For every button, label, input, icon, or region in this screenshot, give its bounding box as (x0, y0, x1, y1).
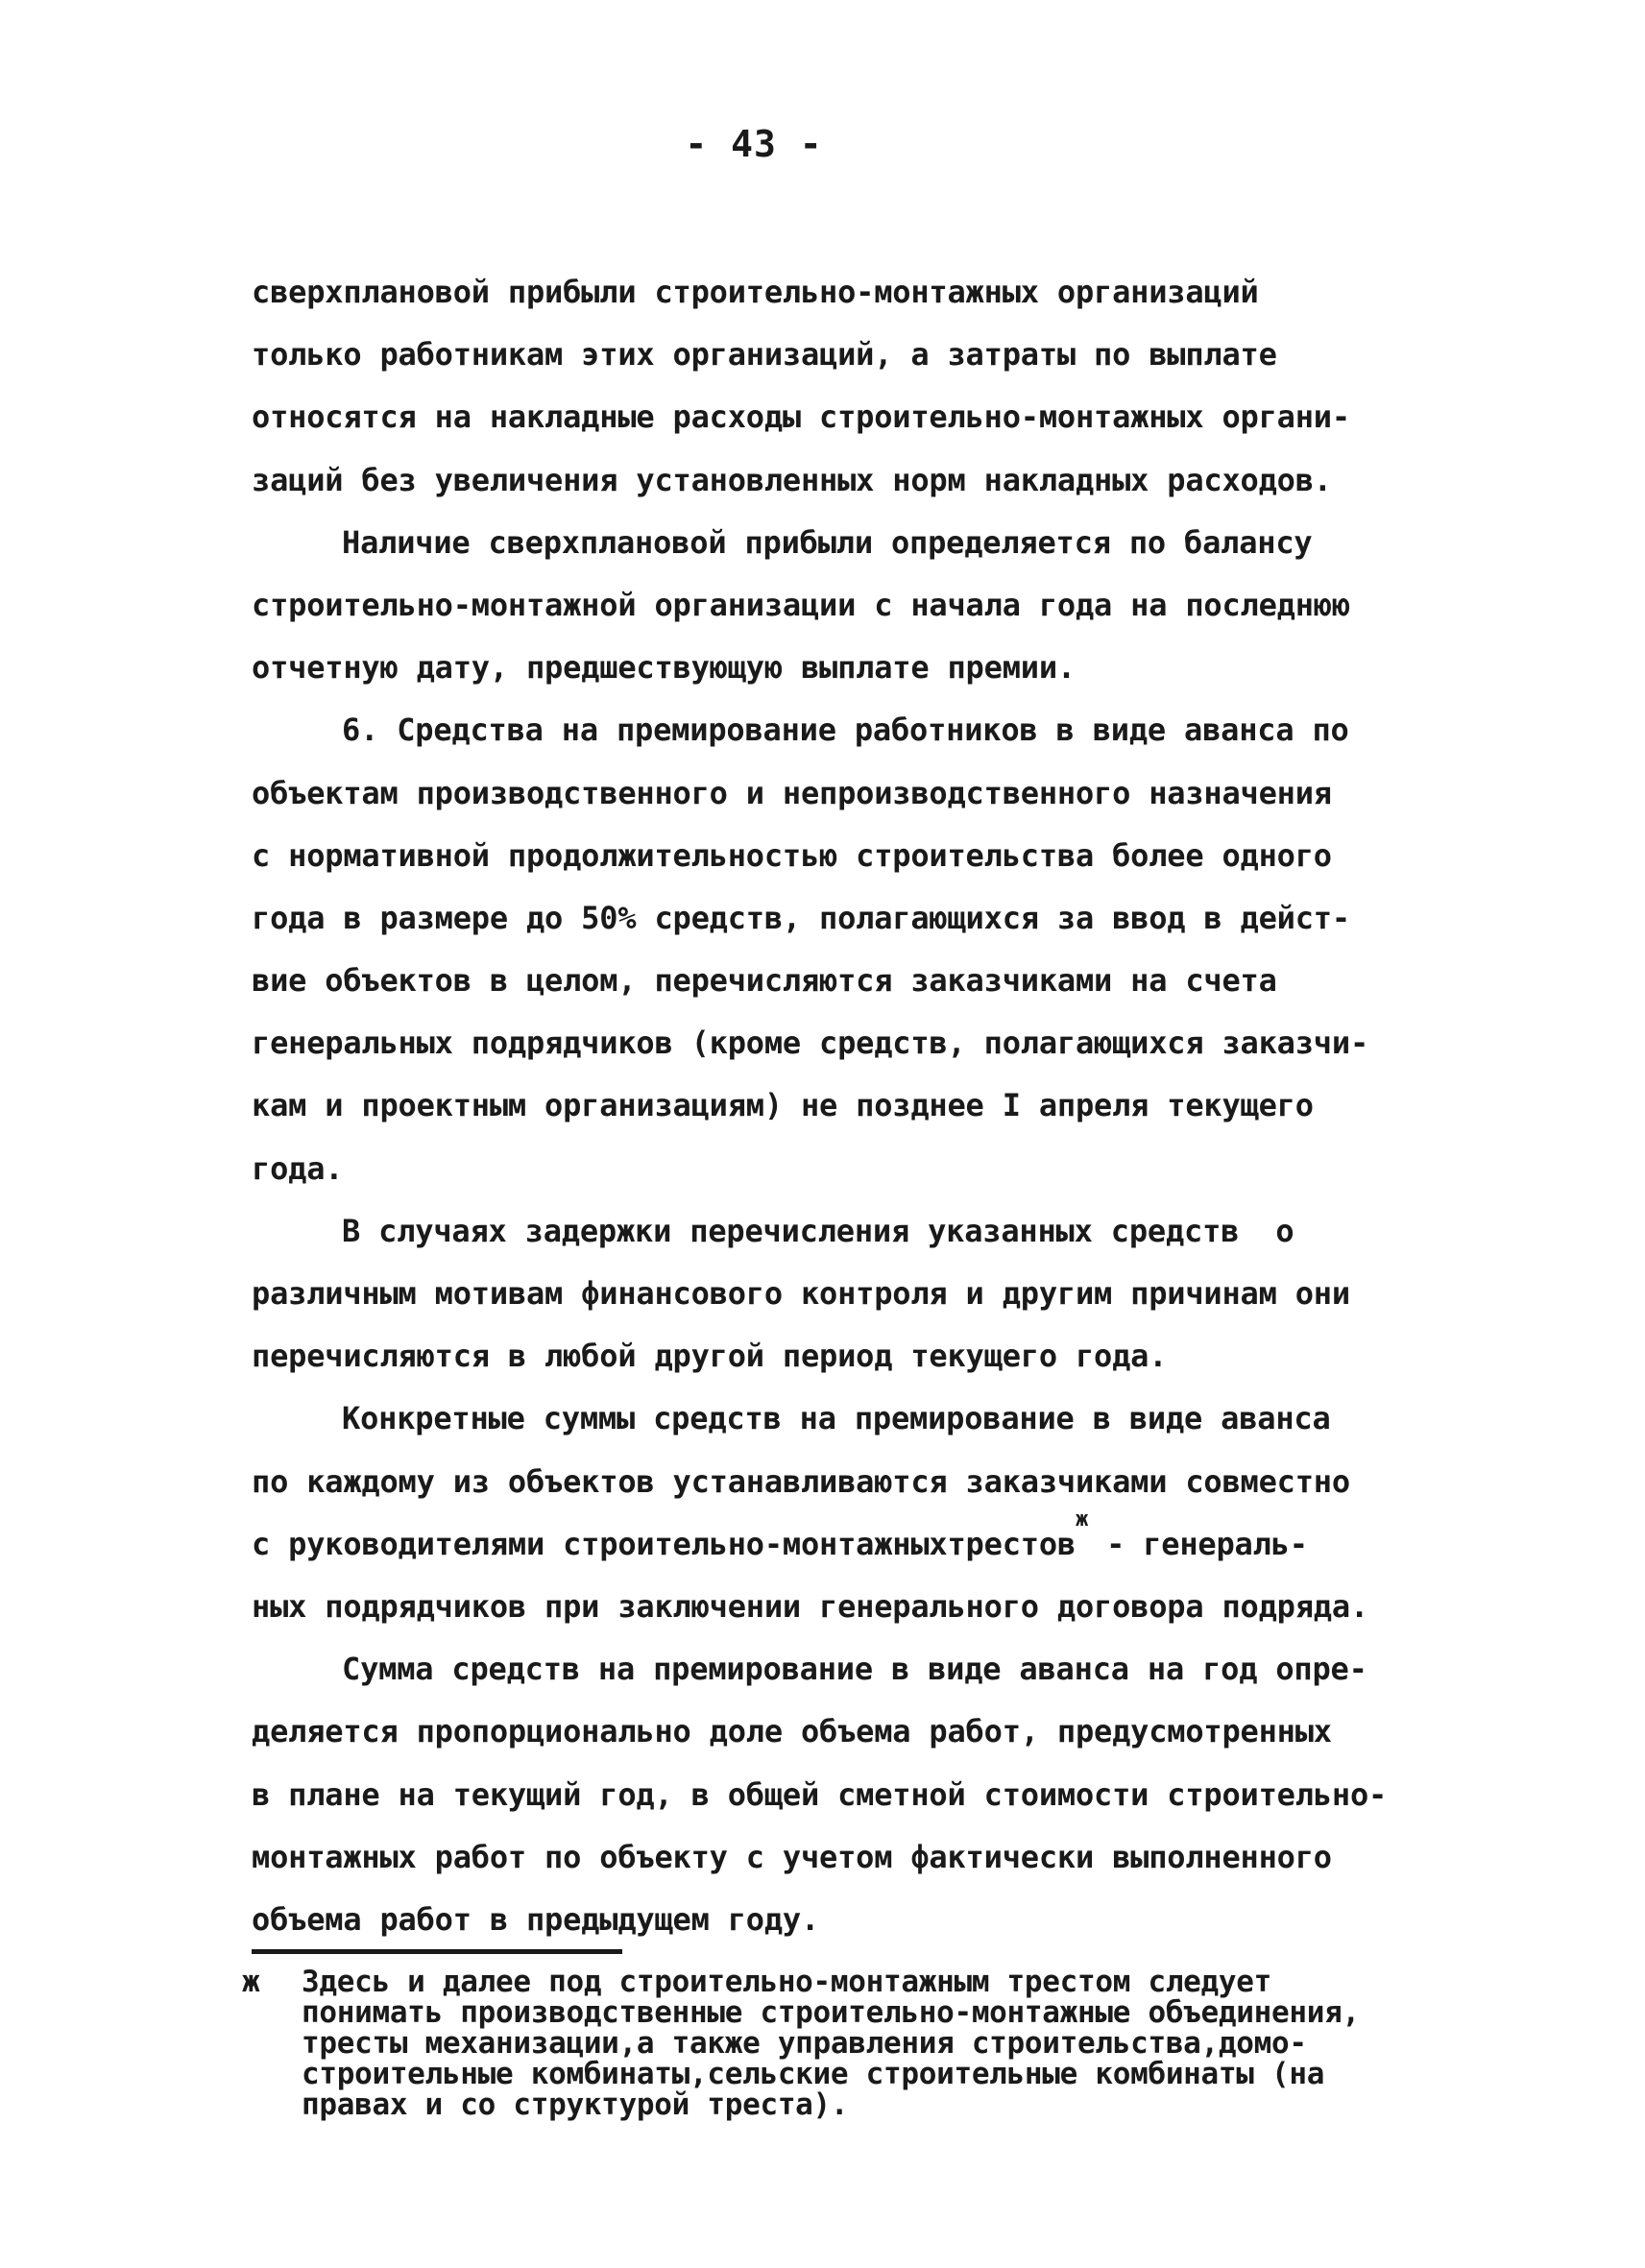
text-segment: - генераль- (1088, 1525, 1308, 1562)
page-number: - 43 - (685, 123, 823, 165)
footnote-line: строительные комбинаты,сельские строительные комбинаты (на (302, 2057, 1325, 2091)
footnote-line: Здесь и далее под строительно-монтажным трестом следует (302, 1965, 1271, 1999)
text-line: года. (252, 1149, 344, 1187)
text-line: деляется пропорционально доле объема работ, предусмотренных (252, 1713, 1332, 1750)
paragraph-4 (252, 1200, 1442, 1388)
text-line: объема работ в предыдущем году. (252, 1900, 820, 1938)
footnote-line: понимать производственные строительно-монтажные объединения, (302, 1995, 1360, 2030)
text-line: сверхплановой прибыли строительно-монтажных организаций (252, 274, 1259, 310)
text-line: объектам производственного и непроизводственного назначения (252, 774, 1332, 811)
text-line-with-footnote-ref (252, 1507, 1442, 1576)
paragraph-3 (252, 699, 1442, 1200)
text-line: различным мотивам финансового контроля и другим причинам они (252, 1275, 1350, 1312)
text-line: в плане на текущий год, в общей сметной стоимости строительно- (252, 1775, 1388, 1813)
body-text (252, 261, 1442, 1951)
text-line: Наличие сверхплановой прибыли определяется по балансу (342, 523, 1313, 561)
text-line: отчетную дату, предшествующую выплате премии. (252, 649, 1076, 687)
text-line: строительно-монтажной организации с начала года на последнюю (252, 586, 1350, 623)
text-line: относятся на накладные расходы строительно-монтажных органи- (252, 398, 1350, 436)
text-segment: с руководителями строительно-монтажныхтрестов (252, 1525, 1076, 1562)
text-line: Сумма средств на премирование в виде аванса на год опре- (342, 1651, 1367, 1688)
text-line: с нормативной продолжительностью строительства более одного (252, 836, 1332, 874)
text-line: В случаях задержки перечисления указанных средств о (342, 1212, 1294, 1249)
footnote-line: тресты механизации,а также управления строительства,домо- (302, 2026, 1307, 2061)
paragraph-2 (252, 512, 1442, 700)
text-line: года в размере до 50% средств, полагающихся за ввод в дейст- (252, 899, 1350, 936)
text-line: монтажных работ по объекту с учетом фактически выполненного (252, 1838, 1332, 1875)
footnote-reference[interactable]: ж (1075, 1507, 1089, 1532)
paragraph-5 (252, 1387, 1442, 1638)
footnote-line: правах и со структурой треста). (302, 2087, 849, 2122)
footnote-divider (252, 1949, 622, 1954)
text-line: кам и проектным организациям) не позднее I апреля текущего (252, 1087, 1314, 1124)
text-line: ных подрядчиков при заключении генерального договора подряда. (252, 1587, 1369, 1625)
text-line: генеральных подрядчиков (кроме средств, полагающихся заказчи- (252, 1025, 1369, 1062)
text-line: заций без увеличения установленных норм накладных расходов. (252, 461, 1332, 498)
paragraph-1 (252, 261, 1442, 512)
text-line: по каждому из объектов устанавливаются заказчиками совместно (252, 1462, 1350, 1500)
paragraph-6 (252, 1638, 1442, 1951)
text-line: Конкретные суммы средств на премирование в виде аванса (342, 1400, 1331, 1437)
text-line: только работникам этих организаций, а затраты по выплате (252, 336, 1277, 374)
footnote-text (302, 1966, 1492, 2120)
text-line: перечисляются в любой другой период текущего года. (252, 1338, 1168, 1375)
text-line: вие объектов в целом, перечисляются заказчиками на счета (252, 962, 1277, 1000)
text-line: 6. Средства на премирование работников в виде аванса по (342, 712, 1349, 749)
footnote-mark: ж (242, 1965, 260, 1999)
